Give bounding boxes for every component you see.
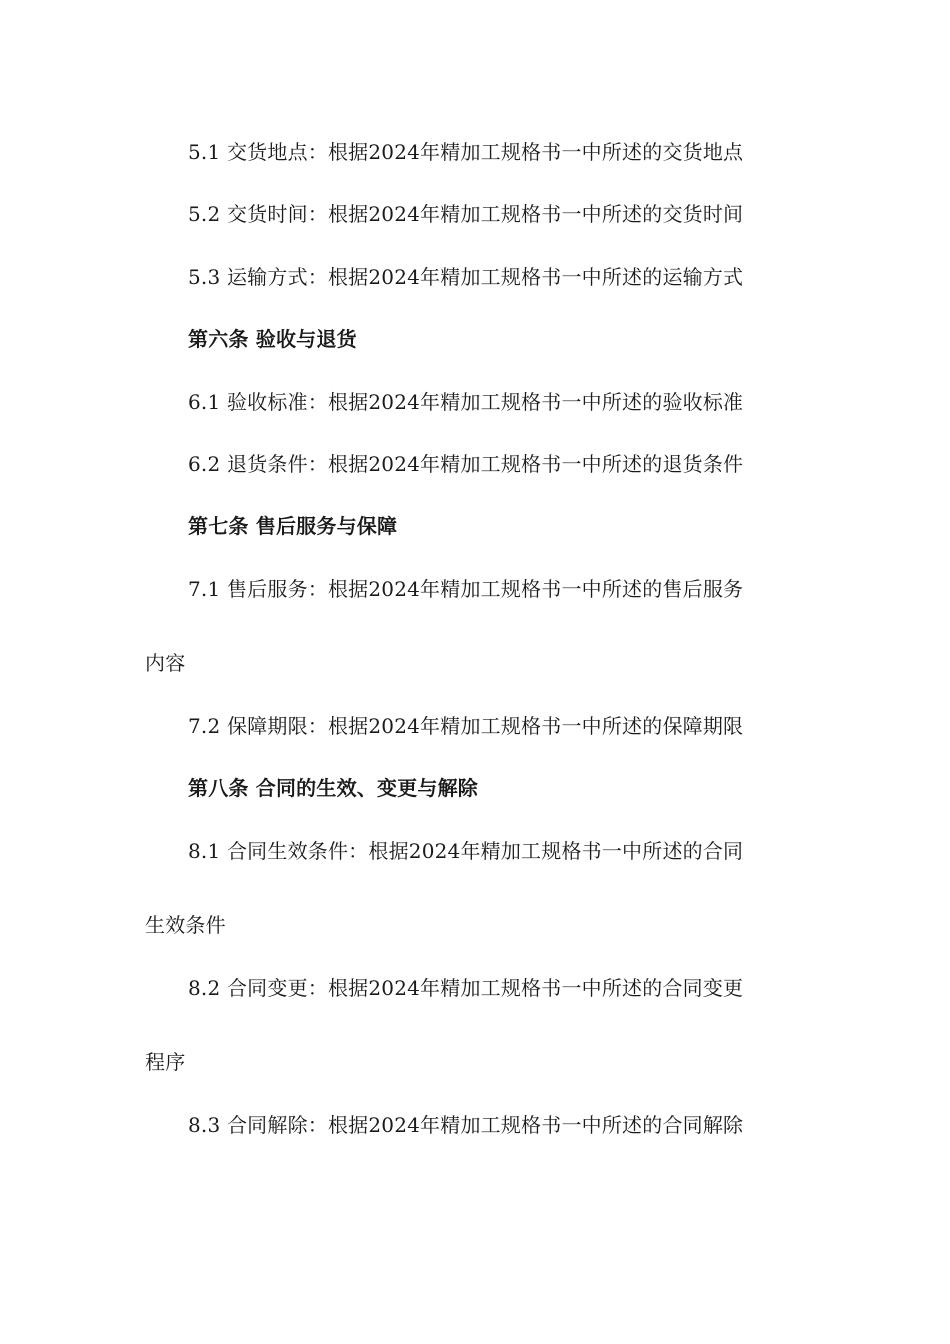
clause-6-1: 6.1 验收标准：根据2024年精加工规格书一中所述的验收标准 [188, 390, 744, 414]
clause-7-1-continuation: 内容 [145, 651, 186, 675]
clause-6-2: 6.2 退货条件：根据2024年精加工规格书一中所述的退货条件 [188, 452, 744, 476]
clause-7-2: 7.2 保障期限：根据2024年精加工规格书一中所述的保障期限 [188, 714, 744, 738]
clause-8-3: 8.3 合同解除：根据2024年精加工规格书一中所述的合同解除 [188, 1113, 744, 1137]
clause-5-2: 5.2 交货时间：根据2024年精加工规格书一中所述的交货时间 [188, 202, 744, 226]
clause-8-1: 8.1 合同生效条件：根据2024年精加工规格书一中所述的合同 [188, 839, 744, 863]
article-6-heading: 第六条 验收与退货 [188, 327, 357, 351]
clause-7-1: 7.1 售后服务：根据2024年精加工规格书一中所述的售后服务 [188, 577, 744, 601]
clause-8-2-continuation: 程序 [145, 1050, 186, 1074]
clause-5-1: 5.1 交货地点：根据2024年精加工规格书一中所述的交货地点 [188, 140, 744, 164]
clause-8-1-continuation: 生效条件 [145, 913, 226, 937]
clause-5-3: 5.3 运输方式：根据2024年精加工规格书一中所述的运输方式 [188, 265, 744, 289]
clause-8-2: 8.2 合同变更：根据2024年精加工规格书一中所述的合同变更 [188, 976, 744, 1000]
article-7-heading: 第七条 售后服务与保障 [188, 514, 398, 538]
article-8-heading: 第八条 合同的生效、变更与解除 [188, 776, 478, 800]
